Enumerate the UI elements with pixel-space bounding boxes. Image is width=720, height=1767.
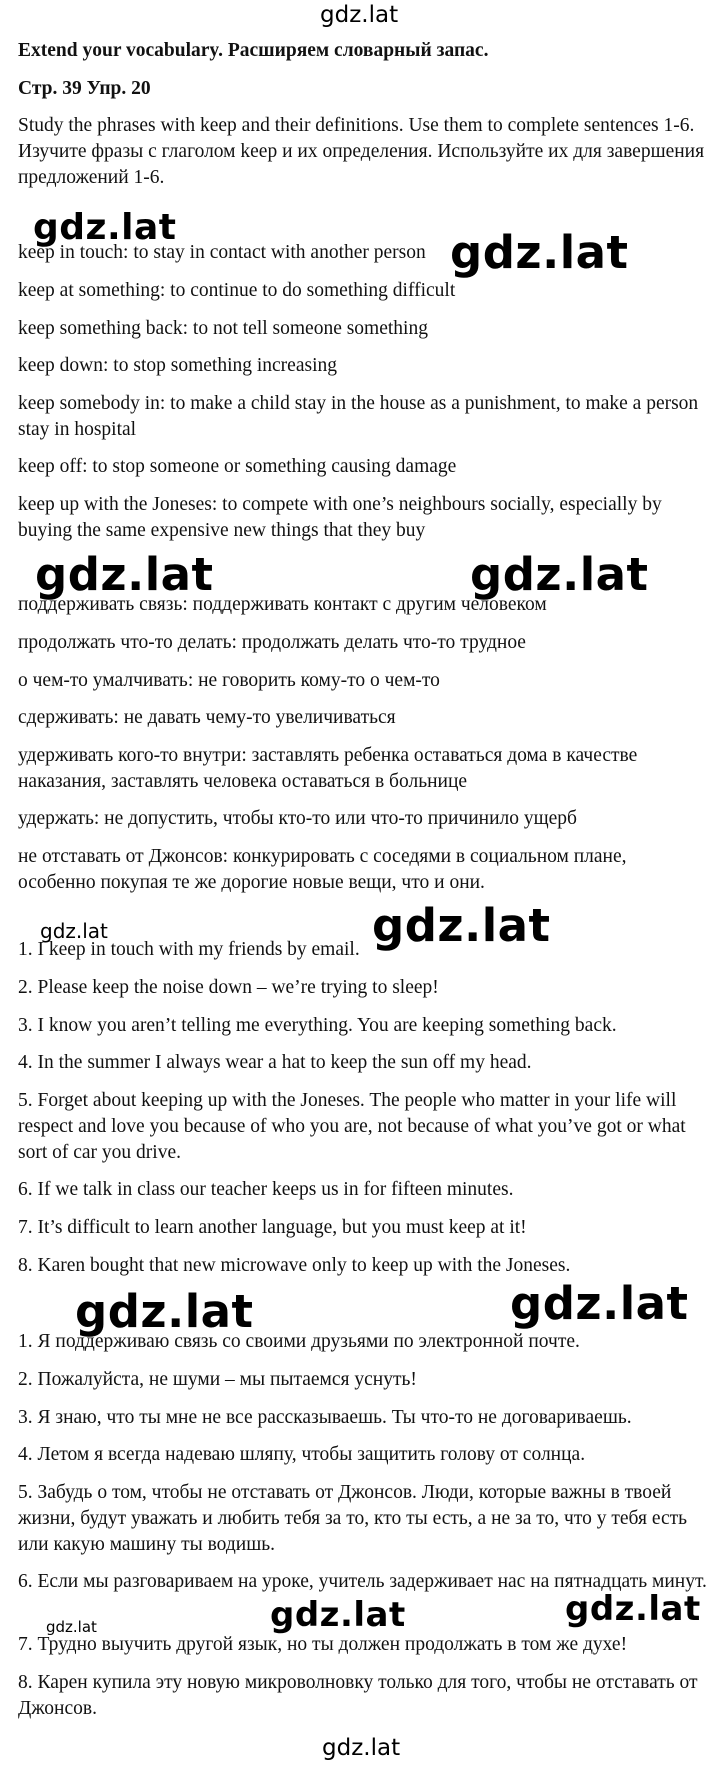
answer-en: 1. I keep in touch with my friends by email. [18, 939, 360, 960]
definition-en: keep at something: to continue to do something difficult [18, 280, 456, 301]
definition-en: keep something back: to not tell someone something [18, 318, 428, 339]
answer-ru: 7. Трудно выучить другой язык, но ты должен продолжать в том же духе! [18, 1634, 628, 1655]
definition-ru: поддерживать связь: поддерживать контакт с другим человеком [18, 594, 547, 615]
answer-en: 8. Karen bought that new microwave only to keep up with the Joneses. [18, 1255, 571, 1276]
answer-en: 7. It’s difficult to learn another language, but you must keep at it! [18, 1217, 527, 1238]
watermark: gdz.lat [270, 1595, 406, 1635]
answer-en: 3. I know you aren’t telling me everything. You are keeping something back. [18, 1015, 617, 1036]
watermark: gdz.lat [40, 919, 108, 943]
definition-ru: продолжать что-то делать: продолжать делать что-то трудное [18, 632, 526, 653]
answer-ru: 6. Если мы разговариваем на уроке, учитель задерживает нас на пятнадцать минут. [18, 1571, 707, 1592]
definition-ru: удержать: не допустить, чтобы кто-то или что-то причинило ущерб [18, 808, 577, 829]
definition-en: keep somebody in: to make a child stay in the house as a punishment, to make a person stay in hospital [18, 393, 699, 440]
watermark: gdz.lat [33, 207, 177, 248]
page-title: Extend your vocabulary. Расширяем словарный запас. [18, 40, 489, 61]
answer-en: 4. In the summer I always wear a hat to keep the sun off my head. [18, 1052, 532, 1073]
watermark: gdz.lat [75, 1285, 254, 1338]
answer-en: 6. If we talk in class our teacher keeps us in for fifteen minutes. [18, 1179, 514, 1200]
watermark-footer: gdz.lat [322, 1735, 401, 1761]
answer-ru: 8. Карен купила эту новую микроволновку только для того, чтобы не отставать от Джонсов. [18, 1672, 698, 1719]
exercise-reference: Стр. 39 Упр. 20 [18, 78, 151, 99]
definition-ru: удерживать кого-то внутри: заставлять ребенка оставаться дома в качестве наказания, заставлять человека оставаться в больнице [18, 745, 638, 792]
answer-ru: 5. Забудь о том, чтобы не отставать от Джонсов. Люди, которые важны в твоей жизни, будут уважать и любить тебя за то, кто ты есть, а не за то, что у тебя есть или какую машину ты водишь. [18, 1482, 688, 1555]
answer-ru: 3. Я знаю, что ты мне не все рассказываешь. Ты что-то не договариваешь. [18, 1407, 632, 1428]
answer-en: 5. Forget about keeping up with the Joneses. The people who matter in your life will respect and love you because of who you are, not because of what you’ve got or what sort of car you drive. [18, 1090, 686, 1163]
definition-en: keep up with the Joneses: to compete with one’s neighbours socially, especially by buying the same expensive new things that they buy [18, 494, 662, 541]
instruction-text: Study the phrases with keep and their definitions. Use them to complete sentences 1-6. Изучите фразы с глаголом keep и их определения. Используйте их для завершения предложений 1-6. [18, 115, 705, 188]
watermark: gdz.lat [510, 1277, 689, 1330]
definition-ru: не отставать от Джонсов: конкурировать с соседями в социальном плане, особенно покупая те же дорогие новые вещи, что и они. [18, 846, 627, 893]
answer-ru: 2. Пожалуйста, не шуми – мы пытаемся уснуть! [18, 1369, 417, 1390]
watermark: gdz.lat [35, 548, 214, 601]
watermark: gdz.lat [470, 548, 649, 601]
definition-ru: сдерживать: не давать чему-то увеличиваться [18, 707, 396, 728]
definition-ru: о чем-то умалчивать: не говорить кому-то о чем-то [18, 670, 440, 691]
definition-en: keep down: to stop something increasing [18, 355, 337, 376]
watermark: gdz.lat [450, 226, 629, 279]
answer-ru: 1. Я поддерживаю связь со своими друзьями по электронной почте. [18, 1331, 580, 1352]
answer-ru: 4. Летом я всегда надеваю шляпу, чтобы защитить голову от солнца. [18, 1444, 586, 1465]
watermark-header: gdz.lat [320, 2, 399, 28]
watermark: gdz.lat [565, 1589, 701, 1629]
definition-en: keep in touch: to stay in contact with another person [18, 242, 426, 263]
answer-en: 2. Please keep the noise down – we’re trying to sleep! [18, 977, 439, 998]
watermark: gdz.lat [46, 1618, 97, 1636]
watermark: gdz.lat [372, 899, 551, 952]
definition-en: keep off: to stop someone or something causing damage [18, 456, 457, 477]
